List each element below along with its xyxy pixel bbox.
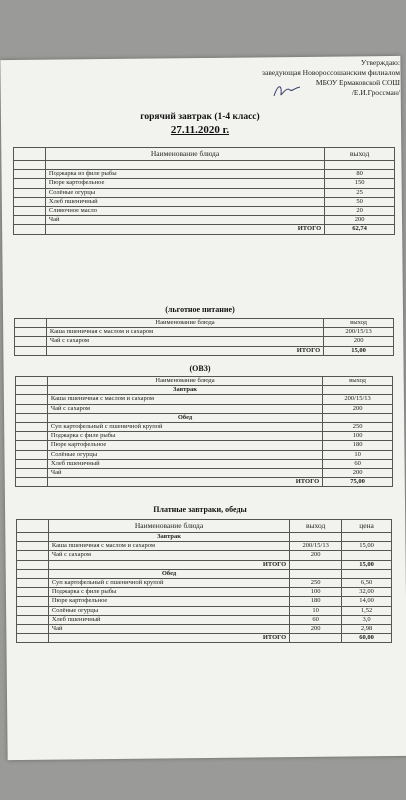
- approval-line-3: МБОУ Ермаковской СОШ: [315, 78, 400, 87]
- table-row: Суп картофельный с пшеничной крупой 250 6,50: [17, 578, 392, 587]
- table-row: Пюре картофельное 150: [14, 179, 395, 188]
- table-row: Хлеб пшеничный 50: [14, 197, 395, 206]
- total-row: ИТОГО 15,00: [17, 560, 392, 569]
- section-title: (льготное питание): [165, 305, 235, 314]
- table-row: Хлеб пшеничный 60 3,0: [17, 615, 392, 624]
- approval-line-2: заведующая Новороссошанским филиалом: [262, 68, 400, 77]
- table-row: Пюре картофельное 180: [16, 441, 393, 450]
- table-header: [17, 520, 392, 533]
- column-header: выход: [325, 148, 395, 161]
- table-row: Каша пшеничная с маслом и сахаром 200/15/13: [16, 395, 393, 404]
- table-row: Поджарка с филе рыбы 100: [16, 432, 393, 441]
- table-row: Каша пшеничная с маслом и сахаром 200/15/13 15,00: [17, 542, 392, 551]
- subsection-row: Завтрак: [16, 386, 393, 395]
- menu-title: горячий завтрак (1-4 класс): [140, 112, 260, 122]
- column-header: выход: [323, 377, 393, 386]
- subsection-row: Обед: [16, 413, 393, 422]
- column-header: Наименование блюда: [45, 148, 324, 161]
- table-row: Чай с сахаром 200: [16, 404, 393, 413]
- table-row: Суп картофельный с пшеничной крупой 250: [16, 422, 393, 431]
- table-row: Сливочное масло 20: [14, 206, 395, 215]
- subsection-row: Обед: [17, 569, 392, 578]
- total-row: ИТОГО 75,00: [16, 478, 393, 487]
- total-row: ИТОГО 15,00: [15, 346, 394, 355]
- table-row: Чай с сахаром 200: [17, 551, 392, 560]
- column-header: выход: [324, 319, 394, 328]
- table-row: Чай 200: [16, 468, 393, 477]
- column-header: Наименование блюда: [48, 520, 289, 533]
- table-row: Чай 200: [14, 216, 395, 225]
- table-row: Чай с сахаром 200: [15, 337, 394, 346]
- approval-line-4: /Е.И.Гроссман/: [351, 88, 400, 97]
- subsection-row: Завтрак: [17, 533, 392, 542]
- table-row: Поджарка из филе рыбы 80: [14, 170, 395, 179]
- table-row: Солёные огурцы 25: [14, 188, 395, 197]
- table-row: Хлеб пшеничный 60: [16, 459, 393, 468]
- signature-icon: [272, 82, 302, 100]
- benefit-table: [14, 318, 394, 356]
- table-header: [15, 319, 394, 328]
- section-title: (ОВЗ): [189, 364, 211, 373]
- table-row: Каша пшеничная с маслом и сахаром 200/15/13: [15, 328, 394, 337]
- section-title: Платные завтраки, обеды: [153, 505, 247, 514]
- breakfast-table: [13, 147, 395, 235]
- column-header: цена: [342, 520, 392, 533]
- total-row: ИТОГО 60,00: [17, 634, 392, 643]
- table-row: Солёные огурцы 10 1,52: [17, 606, 392, 615]
- table-header: [16, 377, 393, 386]
- table-header: [14, 148, 395, 161]
- ovz-table: [15, 376, 393, 487]
- menu-date: 27.11.2020 г.: [170, 124, 230, 136]
- column-header: Наименование блюда: [46, 319, 323, 328]
- table-row: Пюре картофельное 180 14,00: [17, 597, 392, 606]
- table-row: Чай 200 2,98: [17, 624, 392, 633]
- table-row: Поджарка с филе рыбы 100 32,00: [17, 588, 392, 597]
- paid-table: [16, 519, 392, 643]
- total-row: ИТОГО 62,74: [14, 225, 395, 234]
- table-row: Солёные огурцы 10: [16, 450, 393, 459]
- column-header: выход: [290, 520, 342, 533]
- approval-line-1: Утверждаю:: [360, 58, 400, 67]
- column-header: Наименование блюда: [47, 377, 322, 386]
